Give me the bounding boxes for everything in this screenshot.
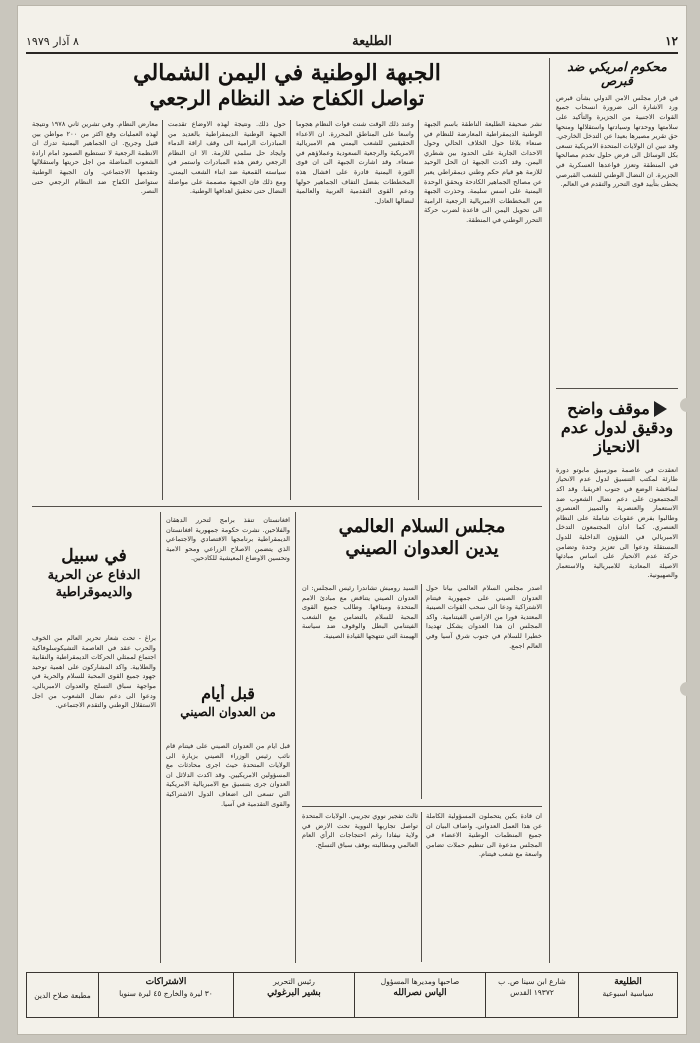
- peace-headline-line2: يدين العدوان الصيني: [345, 538, 499, 559]
- footer-editor-name: بشير البرغوثي: [267, 988, 321, 998]
- column-divider: [162, 120, 163, 500]
- china-headline-line1: قبل أيام: [201, 684, 255, 703]
- column-divider: [421, 812, 422, 962]
- china-headline: [166, 684, 290, 734]
- footer-publisher: [578, 973, 677, 1017]
- lead-col-3: حول ذلك. ونتيجة لهذه الاوضاع تقدمت الجبهة الوطنية الديمقراطية بالعديد من المبادرات الرامية الى وقف اراقة الدماء وايجاد حل سلمي للازمة. الا ان النظام الرجعي رفض هذه المبادرات واستمر في سياسته القمعية ضد ابناء الشعب اليمني. ومع ذلك فان الجبهة مصممة على مواصلة النضال حتى تحقيق اهدافها الوطنية.: [168, 120, 286, 196]
- column-divider: [421, 584, 422, 799]
- afghanistan-body: افغانستان تنفذ برامج لتحرر الدهقان والفلاحين. نشرت حكومة جمهورية افغانستان الديمقراطية برنامجها الاقتصادي والاجتماعي الذي يتضمن الاصلاح الزراعي ومحو الامية وتحسين الاوضاع المعيشية للكادحين.: [166, 516, 290, 563]
- page-header: [26, 30, 678, 54]
- footer-owner: [354, 973, 485, 1017]
- footer-editor-label: رئيس التحرير: [273, 977, 315, 986]
- peace-col-1: اصدر مجلس السلام العالمي بيانا حول العدوان الصيني على جمهورية فيتنام الاشتراكية ودعا الى سحب القوات الصينية المعتدية فورا من الاراضي الفيتنامية. واكد المجلس ان هذا العدوان يشكل تهديدا خطيرا للسلام في جنوب شرق آسيا وفي العالم اجمع.: [426, 584, 542, 650]
- footer-owner-label: صاحبها ومديرها المسؤول: [380, 977, 460, 986]
- lead-headline-line2: تواصل الكفاح ضد النظام الرجعي: [149, 86, 425, 110]
- footer-publisher-name: الطليعة: [614, 977, 642, 987]
- punch-hole: [680, 682, 694, 696]
- divider: [302, 806, 542, 807]
- page-number: ١٢: [665, 34, 678, 48]
- punch-hole: [680, 398, 694, 412]
- peace-col-2: السيد روميش تشاندرا رئيس المجلس: ان العدوان الصيني يتناقض مع مبادئ الامم المتحدة وميثاقها. وطالب جميع القوى المحبة للسلام بالتضامن مع الشعب الفيتنامي البطل والوقوف ضد سياسة الهيمنة التي تنتهجها القيادة الصينية.: [302, 584, 418, 640]
- newspaper-page: [18, 6, 686, 1034]
- divider: [556, 388, 678, 389]
- footer-publisher-tag: سياسية اسبوعية: [602, 989, 654, 998]
- china-body: قبل ايام من العدوان الصيني على فيتنام قام نائب رئيس الوزراء الصيني بزيارة الى الولايات المتحدة حيث اجرى محادثات مع المسؤولين الامريكيين. وقد اكدت الدلائل ان العدوان جرى بتنسيق مع الامبريالية الامريكية التي تسعى الى اضعاف الدول الاشتراكية والقوى التقدمية في آسيا.: [166, 742, 290, 808]
- column-divider: [418, 120, 419, 500]
- column-divider: [295, 512, 296, 963]
- publication-name: الطليعة: [352, 33, 392, 49]
- right-column: [556, 58, 678, 963]
- nonaligned-headline: موقف واضح ودقيق لدول عدم الانحياز: [560, 398, 674, 456]
- peace-col-3: ان قادة بكين يتحملون المسؤولية الكاملة عن هذا العمل العدواني. واضاف البيان ان جميع المنظمات الوطنية الاعضاء في المجلس مدعوة الى تنظيم حملات تضامن واسعة مع شعب فيتنام.: [426, 812, 542, 859]
- column-divider: [290, 120, 291, 500]
- freedom-headline-line3: والديموقراطية: [55, 585, 133, 600]
- cyprus-body: في قرار مجلس الامن الدولي بشأن قبرص ورد الاشارة الى ضرورة انسحاب جميع القوات الاجنبية من الجزيرة والتأكيد على سلامتها ووحدتها وسيادتها واستقلالها ومنحها حق تقرير مصيرها بعيدا عن التدخل الخارجي. وقد تبين ان الولايات المتحدة الامريكية تسعى بكل الوسائل الى فرض حلول تخدم مصالحها في المنطقة وتعزز قواعدها العسكرية في الجزيرة. ان النضال الوطني للشعب القبرصي يحظى بتأييد قوى التحرر والتقدم في العالم.: [556, 93, 678, 189]
- footer-subscriptions: [98, 973, 233, 1017]
- freedom-headline: [32, 546, 156, 626]
- footer-owner-name: الياس نصرالله: [393, 988, 447, 998]
- lead-col-1: نشر صحيفة الطليعة الناطقة باسم الجبهة الوطنية الديمقراطية المعارضة للنظام في صنعاء بلاغا حول الخلاف الحالي وحول الاحداث الجارية على الحدود بين شطري اليمن. وقد اكدت الجبهة ان الحل الوحيد للازمة هو قيام حكم وطني ديمقراطي يعبر عن مصالح الجماهير الكادحة ويحقق الوحدة اليمنية على اسس سليمة. وحذرت الجبهة من المخططات الامبريالية الرجعية الرامية الى تحويل اليمن الى قاعدة لضرب حركة التحرر الوطني في المنطقة.: [424, 120, 542, 224]
- freedom-body: براغ - تحت شعار تحرير العالم من الخوف والحرب عقد في العاصمة التشيكوسلوفاكية اجتماع لممثلي الحركات الديمقراطية والنقابية والطلابية. واكد المشاركون على اهمية توحيد جهود جميع القوى المحبة للسلام والحرية في مواجهة سباق التسلح والعدوان الامبريالي، ودعوا الى دعم نضال الشعوب من اجل الاستقلال الوطني والتقدم الاجتماعي.: [32, 634, 156, 710]
- footer-printer: مطبعة صلاح الدين: [34, 990, 91, 1000]
- nonaligned-body: انعقدت في عاصمة موزمبيق مابوتو دورة طارئة لمكتب التنسيق لدول عدم الانحياز لمناقشة الوضع في جنوب افريقيا. وقد اكد المجتمعون على دعم نضال الشعوب ضد الاستعمار والعنصرية والتمييز العنصري وطالبوا بفرض عقوبات شاملة على النظام العنصري. كما ادان المجتمعون التدخل الامبريالي في الشؤون الداخلية للدول المستقلة ودعوا الى تعزيز وحدة وتضامن حركة عدم الانحياز على اساس مبادئها الاصيلة المعادية للامبريالية والاستعمار والصهيونية.: [556, 465, 678, 580]
- footer-address: شارع ابن سينا ص. ب ١٩٣٧٢ القدس: [485, 973, 578, 1017]
- peace-headline-line1: مجلس السلام العالمي: [338, 516, 506, 537]
- freedom-headline-line2: الدفاع عن الحرية: [47, 568, 141, 583]
- column-divider: [160, 512, 161, 963]
- footer-subs-value: ٣٠ ليرة والخارج ٤٥ ليرة سنويا: [119, 989, 213, 998]
- lead-col-4: معارض النظام. وفي تشرين ثاني ١٩٧٨ ونتيجة لهذه العمليات وقع اكثر من ٢٠٠ مواطن بين قتيل وجريح. ان الجماهير اليمنية تدرك ان الانظمة الرجعية لا تستطيع الصمود امام ارادة الشعوب المناضلة من اجل حريتها واستقلالها وتقدمها الاجتماعي. وان الجبهة الوطنية ستواصل الكفاح ضد النظام الرجعي حتى النصر.: [32, 120, 158, 196]
- freedom-headline-line1: في سبيل: [61, 546, 127, 566]
- issue-date: ٨ آذار ١٩٧٩: [26, 34, 79, 48]
- china-headline-line2: من العدوان الصيني: [180, 705, 276, 719]
- cyprus-headline: محكوم امريكي ضد قبرص: [567, 59, 667, 89]
- peace-col-4: ثالث تفجير نووي تجريبي. الولايات المتحدة تواصل تجاربها النووية تحت الارض في ولاية نيفادا رغم احتجاجات الرأي العام العالمي ومطالبته بوقف سباق التسلح.: [302, 812, 418, 849]
- lead-col-2: وعند ذلك الوقت شنت قوات النظام هجوما واسعا على المناطق المحررة. ان الاعداء الحقيقيين للشعب اليمني هم الامبريالية الامريكية والرجعية السعودية وعملاؤهم في صنعاء. وقد اشارت الجبهة الى ان قوى الثورة اليمنية قادرة على افشال هذه المخططات بفضل التفاف الجماهير حولها ودعم القوى التقدمية العربية والعالمية لنضالها العادل.: [296, 120, 414, 205]
- footer-editor: [233, 973, 354, 1017]
- lead-headline-line1: الجبهة الوطنية في اليمن الشمالي: [133, 60, 441, 86]
- masthead-footer: [26, 972, 678, 1018]
- footer-subs-label: الاشتراكات: [145, 977, 187, 987]
- column-divider: [549, 58, 550, 963]
- lead-headline: [32, 60, 542, 116]
- headline-arrow-icon: [654, 401, 667, 417]
- peace-headline: [302, 516, 542, 576]
- section-divider: [32, 506, 542, 507]
